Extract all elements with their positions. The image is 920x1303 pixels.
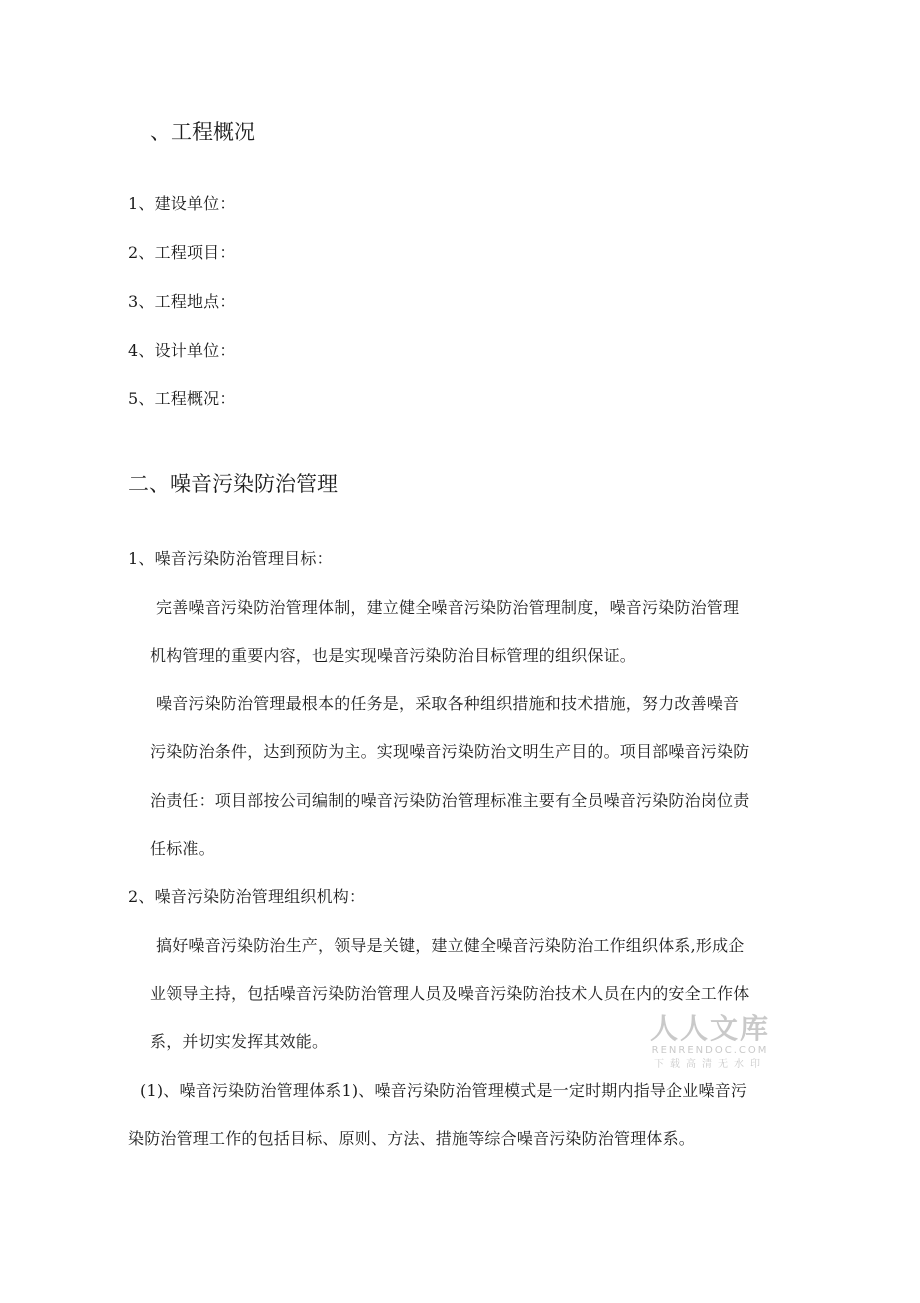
watermark-site-text: RENRENDOC.COM (651, 1045, 769, 1056)
info-item-designer: 4、设计单位： (128, 341, 236, 360)
sub1-para2-line1: 噪音污染防治管理最根本的任务是，采取各种组织措施和技术措施，努力改善噪音 (156, 694, 740, 713)
watermark-main-text: 人人文库 (649, 1012, 770, 1045)
sub1-title: 1、噪音污染防治管理目标： (128, 549, 333, 568)
sub1-para2-line3: 治责任：项目部按公司编制的噪音污染防治管理标准主要有全员噪音污染防治岗位责 (150, 791, 750, 810)
sub1-para2-line4: 任标准。 (150, 839, 215, 858)
watermark-tagline-text: 下载高清无水印 (654, 1059, 766, 1070)
sub2-para1-line1: 搞好噪音污染防治生产，领导是关键，建立健全噪音污染防治工作组织体系,形成企 (156, 936, 745, 955)
sub1-para1-line2: 机构管理的重要内容，也是实现噪音污染防治目标管理的组织保证。 (150, 646, 637, 665)
info-item-location: 3、工程地点： (128, 292, 236, 311)
section1-heading: 、工程概况 (150, 120, 255, 144)
sub1-para2-line2: 污染防治条件，达到预防为主。实现噪音污染防治文明生产目的。项目部噪音污染防 (150, 742, 750, 761)
watermark-logo (630, 1014, 790, 1072)
sub2-para2-line1: (1)、噪音污染防治管理体系1)、噪音污染防治管理模式是一定时期内指导企业噪音污 (140, 1081, 748, 1100)
info-item-builder: 1、建设单位： (128, 194, 236, 213)
section2-heading: 二、噪音污染防治管理 (128, 472, 338, 496)
sub2-para1-line3: 系，并切实发挥其效能。 (150, 1032, 329, 1051)
sub2-title: 2、噪音污染防治管理组织机构： (128, 887, 366, 906)
sub2-para1-line2: 业领导主持，包括噪音污染防治管理人员及噪音污染防治技术人员在内的安全工作体 (150, 984, 750, 1003)
info-item-overview: 5、工程概况： (128, 389, 236, 408)
sub2-para2-line2: 染防治管理工作的包括目标、原则、方法、措施等综合噪音污染防治管理体系。 (128, 1129, 696, 1148)
sub1-para1-line1: 完善噪音污染防治管理体制，建立健全噪音污染防治管理制度，噪音污染防治管理 (156, 598, 740, 617)
info-item-project: 2、工程项目： (128, 243, 236, 262)
